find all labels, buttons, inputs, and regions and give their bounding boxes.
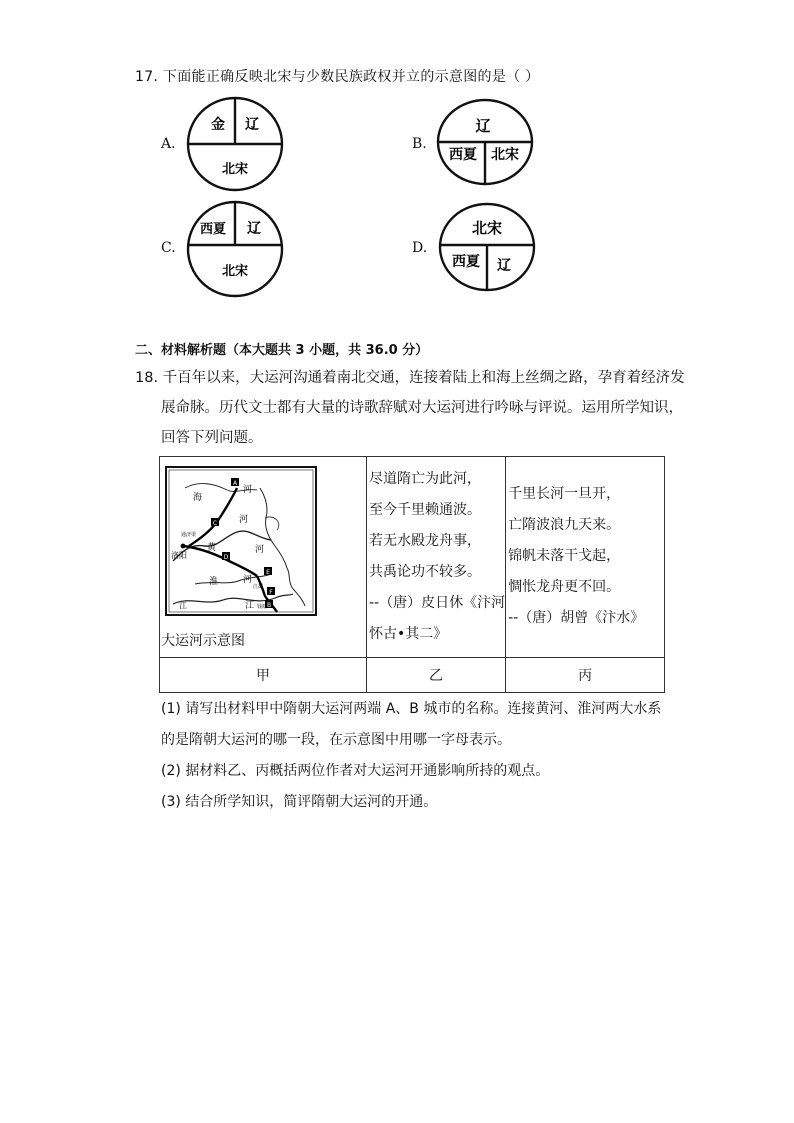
option-b-diagram <box>436 98 534 186</box>
map-label-huai: 淮 <box>209 577 219 587</box>
poem-yi-attribution: 怀古•其二》 <box>369 626 448 642</box>
map-label-luoyang: 洛阳 <box>171 551 187 560</box>
question-18-line1: 18. 千百年以来，大运河沟通着南北交通，连接着陆上和海上丝绸之路，孕育着经济发 <box>135 370 685 386</box>
option-a-top-right: 辽 <box>245 117 259 133</box>
map-marker-e: E <box>266 569 270 576</box>
sub-question-2: (2) 据材料乙、丙概括两位作者对大运河开通影响所持的观点。 <box>161 763 550 779</box>
option-d-bottom-right: 辽 <box>497 258 511 274</box>
map-label-qiantang: 钱塘 <box>257 604 268 610</box>
question-17-text: 17. 下面能正确反映北宋与少数民族政权并立的示意图的是（ ） <box>135 69 540 85</box>
column-label-jia: 甲 <box>160 658 367 693</box>
map-marker-f: F <box>269 589 273 596</box>
poem-bing-line: 千里长河一旦开， <box>508 486 621 502</box>
map-label-huang: 黄 <box>207 543 217 553</box>
option-c-diagram <box>186 200 284 298</box>
map-label-he1: 河 <box>243 485 253 495</box>
column-label-yi: 乙 <box>367 658 506 693</box>
option-c-top-right: 辽 <box>247 221 261 237</box>
map-marker-b: B <box>266 602 272 609</box>
poem-yi-line: 尽道隋亡为此河， <box>369 471 481 487</box>
material-jia-cell <box>160 457 367 658</box>
poem-yi-attribution: --（唐）皮日休《汴河 <box>369 595 506 611</box>
map-label-jiang-2: 江 <box>245 601 255 611</box>
material-bing-cell <box>506 457 665 658</box>
sub-question-3: (3) 结合所学知识，简评隋朝大运河的开通。 <box>161 794 438 810</box>
map-label-tongjiqu: 通济渠 <box>181 532 197 538</box>
option-b-bottom-right: 北宋 <box>491 147 519 163</box>
map-label-he2: 河 <box>239 515 249 525</box>
poem-bing-attribution: --（唐）胡曾《汴水》 <box>508 610 645 626</box>
poem-yi-line: 至今千里赖通波。 <box>369 502 481 518</box>
option-a-letter: A. <box>161 136 176 152</box>
map-marker-d: D <box>223 554 229 561</box>
option-b-bottom-left: 西夏 <box>449 147 477 163</box>
map-label-he4: 河 <box>243 575 253 585</box>
material-yi-cell <box>367 457 506 658</box>
option-c-bottom: 北宋 <box>221 264 249 279</box>
sub-question-1-cont: 的是隋朝大运河的哪一段，在示意图中用哪一字母表示。 <box>161 732 511 748</box>
map-label-hai: 海 <box>193 493 203 503</box>
map-label-jiangdu: 江都 <box>253 584 264 590</box>
map-marker-c: C <box>212 520 218 527</box>
option-d-top: 北宋 <box>471 219 503 237</box>
column-label-bing: 丙 <box>506 658 665 693</box>
option-c-top-left: 西夏 <box>199 222 227 237</box>
section-heading: 二、材料解析题（本大题共 3 小题，共 36.0 分） <box>135 343 429 358</box>
grand-canal-map <box>165 466 317 616</box>
option-a-diagram <box>186 96 284 192</box>
option-b-letter: B. <box>412 136 427 152</box>
material-table <box>159 456 665 693</box>
map-label-he3: 河 <box>255 545 265 555</box>
option-b-top: 辽 <box>475 117 491 135</box>
sub-question-1: (1) 请写出材料甲中隋朝大运河两端 A、B 城市的名称。连接黄河、淮河两大水系 <box>161 701 662 717</box>
option-d-letter: D. <box>412 240 428 256</box>
option-a-bottom: 北宋 <box>221 162 249 177</box>
question-18-line2: 展命脉。历代文士都有大量的诗歌辞赋对大运河进行吟咏与评说。运用所学知识， <box>161 400 683 416</box>
question-18-line3: 回答下列问题。 <box>161 430 263 446</box>
poem-bing-line: 亡隋波浪九天来。 <box>508 517 621 533</box>
poem-bing-line: 锦帆未落干戈起， <box>508 548 621 564</box>
poem-bing-line: 惆怅龙舟更不回。 <box>508 579 621 595</box>
option-c-letter: C. <box>161 240 176 256</box>
option-d-diagram <box>438 202 536 292</box>
poem-yi-line: 共禹论功不较多。 <box>369 564 481 580</box>
option-d-bottom-left: 西夏 <box>452 254 480 270</box>
poem-yi-line: 若无水殿龙舟事， <box>369 533 481 549</box>
map-label-jiang: 江 <box>179 601 187 610</box>
map-marker-a: A <box>232 480 238 487</box>
map-caption: 大运河示意图 <box>161 633 245 649</box>
option-a-top-left: 金 <box>211 117 225 133</box>
